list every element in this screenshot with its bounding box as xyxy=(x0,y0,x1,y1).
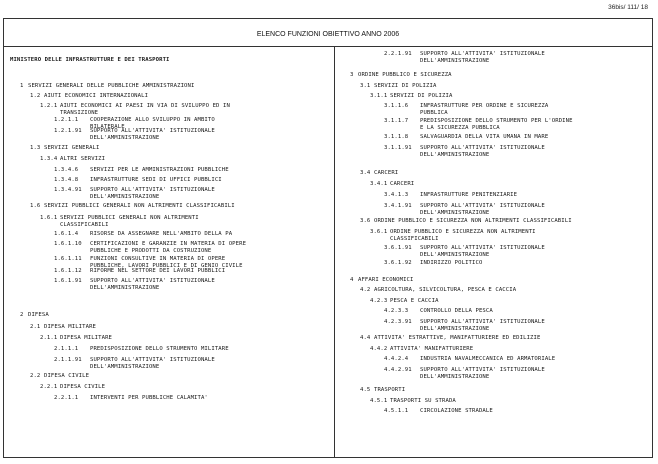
description-line: SUPPORTO ALL'ATTIVITA' ISTITUZIONALE xyxy=(90,278,215,284)
description-line: AIUTI ECONOMICI AI PAESI IN VIA DI SVILUPPO ED IN xyxy=(60,103,230,109)
function-code: 2.2.1 xyxy=(40,384,58,390)
left-entry xyxy=(54,357,215,370)
left-entry xyxy=(54,231,232,238)
ministry-heading: MINISTERO DELLE INFRASTRUTTURE E DEI TRASPORTI xyxy=(10,57,170,63)
right-entry xyxy=(360,287,516,294)
function-description xyxy=(420,192,517,199)
description-line: SUPPORTO ALL'ATTIVITA' ISTITUZIONALE xyxy=(90,187,215,193)
function-description xyxy=(60,103,230,116)
left-entry xyxy=(54,167,229,174)
description-line: BILATERALE xyxy=(90,123,125,130)
description-line: INFRASTRUTTURE PENITENZIARIE xyxy=(420,192,518,198)
function-description xyxy=(420,245,545,258)
description-line: PREDISPOSIZIONE DELLO STRUMENTO MILITARE xyxy=(90,346,229,352)
function-description xyxy=(90,241,246,254)
function-description xyxy=(90,231,232,238)
function-code: 3.1.1 xyxy=(370,93,388,99)
right-entry xyxy=(384,103,548,116)
description-line: DELL'AMMINISTRAZIONE xyxy=(420,209,490,216)
function-description xyxy=(60,335,112,342)
description-line: CIRCOLAZIONE STRADALE xyxy=(420,408,493,414)
function-description xyxy=(90,177,222,184)
function-code: 1.6.1.10 xyxy=(54,241,82,247)
description-line: SALVAGUARDIA DELLA VITA UMANA IN MARE xyxy=(420,134,549,140)
function-code: 3.1.1.6 xyxy=(384,103,409,109)
description-line: INFRASTRUTTURE PER ORDINE E SICUREZZA xyxy=(420,103,549,109)
description-line: TRANSIZIONE xyxy=(60,109,99,116)
right-entry xyxy=(384,319,545,332)
function-code: 3.6.1.92 xyxy=(384,260,412,266)
description-line: PREDISPOSIZIONE DELLO STRUMENTO PER L'ORDINE xyxy=(420,118,573,124)
function-description xyxy=(374,170,398,177)
function-code: 2.1.1 xyxy=(40,335,58,341)
function-code: 4.2.3.3 xyxy=(384,308,409,314)
function-code: 2.2 xyxy=(30,373,41,379)
page-reference: 36bis/ 111/ 18 xyxy=(608,4,648,11)
description-line: SERVIZI DI POLIZIA xyxy=(390,93,453,99)
description-line: INDUSTRIA NAVALMECCANICA ED ARMATORIALE xyxy=(420,356,556,362)
function-description xyxy=(358,72,452,79)
left-entry xyxy=(54,241,246,254)
function-description xyxy=(390,181,414,188)
function-code: 2 xyxy=(20,312,24,318)
description-line: SUPPORTO ALL'ATTIVITA' ISTITUZIONALE xyxy=(420,319,545,325)
function-description xyxy=(390,398,456,405)
function-description xyxy=(44,93,148,100)
description-line: PUBBLICHE E PRODOTTI DA COSTRUZIONE xyxy=(90,247,212,254)
function-description xyxy=(60,384,105,391)
right-entry xyxy=(384,118,573,131)
right-entry xyxy=(350,72,452,79)
function-description xyxy=(90,187,215,200)
function-description xyxy=(390,298,439,305)
function-code: 4.5.1.1 xyxy=(384,408,409,414)
description-line: CERTIFICAZIONI E GARANZIE IN MATERIA DI OPERE xyxy=(90,241,247,247)
description-line: DELL'AMMINISTRAZIONE xyxy=(420,325,490,332)
right-entry xyxy=(350,277,413,284)
function-code: 3.4 xyxy=(360,170,371,176)
description-line: DELL'AMMINISTRAZIONE xyxy=(90,193,160,200)
left-entry xyxy=(54,187,215,200)
left-entry xyxy=(30,145,99,152)
left-entry xyxy=(40,103,230,116)
right-entry xyxy=(370,346,473,353)
description-line: RIFORME NEL SETTORE DEI LAVORI PUBBLICI xyxy=(90,268,226,274)
function-code: 1.6.1 xyxy=(40,215,58,221)
description-line: ORDINE PUBBLICO E SICUREZZA NON ALTRIMENTI xyxy=(390,229,536,235)
function-description xyxy=(374,335,540,342)
function-description xyxy=(390,93,452,100)
description-line: CARCERI xyxy=(374,170,399,176)
description-line: SERVIZI PUBBLICI GENERALI NON ALTRIMENTI xyxy=(60,215,199,221)
right-entry xyxy=(384,260,482,267)
function-code: 2.1.1.91 xyxy=(54,357,82,363)
function-description xyxy=(358,277,413,284)
left-entry xyxy=(54,128,215,141)
function-description xyxy=(390,229,536,242)
description-line: AIUTI ECONOMICI INTERNAZIONALI xyxy=(44,93,149,99)
description-line: SERVIZI PUBBLICI GENERALI NON ALTRIMENTI CLASSIFICABILI xyxy=(44,203,235,209)
description-line: CARCERI xyxy=(390,181,415,187)
right-entry xyxy=(360,387,405,394)
function-code: 1.3.4.8 xyxy=(54,177,79,183)
function-description xyxy=(90,357,215,370)
function-code: 1.6.1.4 xyxy=(54,231,79,237)
description-line: FUNZIONI CONSULTIVE IN MATERIA DI OPERE xyxy=(90,256,226,262)
function-description xyxy=(390,346,473,353)
description-line: RISORSE DA ASSEGNARE NELL'AMBITO DELLA PA xyxy=(90,231,233,237)
function-description xyxy=(44,373,89,380)
document-frame xyxy=(3,18,653,458)
description-line: E LA SICUREZZA PUBBLICA xyxy=(420,124,500,131)
right-entry xyxy=(384,51,545,64)
right-entry xyxy=(384,134,548,141)
left-entry xyxy=(30,203,235,210)
right-entry xyxy=(384,245,545,258)
function-description xyxy=(60,215,199,228)
description-line: AFFARI ECONOMICI xyxy=(358,277,414,283)
right-entry xyxy=(384,203,545,216)
description-line: SUPPORTO ALL'ATTIVITA' ISTITUZIONALE xyxy=(420,367,545,373)
function-code: 2.1 xyxy=(30,324,41,330)
function-code: 1.3.4.91 xyxy=(54,187,82,193)
function-description xyxy=(374,387,405,394)
function-description xyxy=(44,145,99,152)
left-entry xyxy=(54,177,222,184)
description-line: ORDINE PUBBLICO E SICUREZZA xyxy=(358,72,452,78)
function-description xyxy=(28,83,194,90)
description-line: CLASSIFICABILI xyxy=(390,235,439,242)
function-code: 4 xyxy=(350,277,354,283)
description-line: SUPPORTO ALL'ATTIVITA' ISTITUZIONALE xyxy=(90,357,215,363)
function-description xyxy=(374,287,516,294)
function-code: 4.5.1 xyxy=(370,398,388,404)
function-code: 3.1.1.7 xyxy=(384,118,409,124)
description-line: DELL'AMMINISTRAZIONE xyxy=(90,134,160,141)
description-line: ATTIVITA' ESTRATTIVE, MANIFATTURIERE ED EDILIZIE xyxy=(374,335,541,341)
right-entry xyxy=(370,298,439,305)
function-description xyxy=(420,319,545,332)
function-description xyxy=(420,118,573,131)
left-entry xyxy=(40,384,105,391)
function-code: 4.4.2 xyxy=(370,346,388,352)
right-entry xyxy=(360,83,436,90)
left-entry xyxy=(30,93,148,100)
description-line: CLASSIFICABILI xyxy=(60,221,109,228)
function-description xyxy=(90,346,229,353)
column-divider xyxy=(334,46,335,457)
function-code: 4.2.3.91 xyxy=(384,319,412,325)
right-entry xyxy=(360,170,398,177)
function-code: 4.4.2.91 xyxy=(384,367,412,373)
right-entry xyxy=(370,229,536,242)
description-line: DELL'AMMINISTRAZIONE xyxy=(420,373,490,380)
title-divider xyxy=(4,46,652,47)
right-entry xyxy=(384,308,493,315)
description-line: DIFESA MILITARE xyxy=(44,324,97,330)
description-line: DELL'AMMINISTRAZIONE xyxy=(420,251,490,258)
function-description xyxy=(420,134,548,141)
function-description xyxy=(420,51,545,64)
function-description xyxy=(374,218,572,225)
function-code: 1.6 xyxy=(30,203,41,209)
left-entry xyxy=(30,373,89,380)
function-description xyxy=(420,103,548,116)
description-line: ALTRI SERVIZI xyxy=(60,156,106,162)
right-entry xyxy=(370,181,414,188)
description-line: DELL'AMMINISTRAZIONE xyxy=(90,284,160,291)
document-title: ELENCO FUNZIONI OBIETTIVO ANNO 2006 xyxy=(256,31,400,38)
description-line: SERVIZI GENERALI xyxy=(44,145,100,151)
left-entry xyxy=(40,215,199,228)
description-line: DIFESA xyxy=(28,312,49,318)
left-entry xyxy=(30,324,96,331)
left-entry xyxy=(20,83,194,90)
description-line: SUPPORTO ALL'ATTIVITA' ISTITUZIONALE xyxy=(420,145,545,151)
right-entry xyxy=(384,408,493,415)
description-line: SUPPORTO ALL'ATTIVITA' ISTITUZIONALE xyxy=(420,51,545,57)
right-entry xyxy=(370,398,456,405)
description-line: SERVIZI DI POLIZIA xyxy=(374,83,437,89)
function-description xyxy=(420,260,482,267)
description-line: DELL'AMMINISTRAZIONE xyxy=(90,363,160,370)
function-code: 1 xyxy=(20,83,24,89)
left-entry xyxy=(54,268,225,275)
description-line: DELL'AMMINISTRAZIONE xyxy=(420,57,490,64)
function-code: 1.3.4 xyxy=(40,156,58,162)
function-description xyxy=(28,312,49,319)
description-line: INDIRIZZO POLITICO xyxy=(420,260,483,266)
right-entry xyxy=(384,367,545,380)
function-description xyxy=(420,308,493,315)
function-description xyxy=(44,324,96,331)
function-code: 3 xyxy=(350,72,354,78)
function-code: 1.6.1.12 xyxy=(54,268,82,274)
function-code: 4.4.2.4 xyxy=(384,356,409,362)
function-description xyxy=(90,268,225,275)
function-code: 3.1 xyxy=(360,83,371,89)
function-description xyxy=(420,145,545,158)
right-entry xyxy=(370,93,452,100)
left-entry xyxy=(40,156,105,163)
description-line: TRASPORTI xyxy=(374,387,406,393)
function-description xyxy=(420,367,545,380)
description-line: SUPPORTO ALL'ATTIVITA' ISTITUZIONALE xyxy=(420,245,545,251)
right-entry xyxy=(360,218,572,225)
function-code: 3.4.1 xyxy=(370,181,388,187)
description-line: DIFESA CIVILE xyxy=(44,373,90,379)
left-entry xyxy=(54,278,215,291)
function-code: 3.6.1.91 xyxy=(384,245,412,251)
right-entry xyxy=(384,356,555,363)
description-line: TRASPORTI SU STRADA xyxy=(390,398,456,404)
description-line: SERVIZI PER LE AMMINISTRAZIONI PUBBLICHE xyxy=(90,167,229,173)
function-code: 3.6 xyxy=(360,218,371,224)
function-description xyxy=(90,167,229,174)
function-description xyxy=(374,83,436,90)
description-line: DIFESA CIVILE xyxy=(60,384,106,390)
function-code: 1.6.1.11 xyxy=(54,256,82,262)
function-description xyxy=(90,278,215,291)
function-code: 3.4.1.91 xyxy=(384,203,412,209)
function-description xyxy=(420,356,555,363)
left-entry xyxy=(54,346,229,353)
function-code: 1.2 xyxy=(30,93,41,99)
description-line: PUBBLICA xyxy=(420,109,448,116)
function-description xyxy=(90,128,215,141)
description-line: PUBBLICHE, LAVORI PUBBLICI E DI GENIO CIVILE xyxy=(90,262,243,269)
left-entry xyxy=(54,395,208,402)
left-entry xyxy=(20,312,49,319)
function-description xyxy=(60,156,105,163)
function-code: 3.4.1.3 xyxy=(384,192,409,198)
left-entry xyxy=(40,335,112,342)
function-code: 3.1.1.91 xyxy=(384,145,412,151)
function-description xyxy=(90,395,208,402)
function-code: 2.2.1.1 xyxy=(54,395,79,401)
description-line: SERVIZI GENERALI DELLE PUBBLICHE AMMINISTRAZIONI xyxy=(28,83,195,89)
right-entry xyxy=(360,335,540,342)
description-line: DELL'AMMINISTRAZIONE xyxy=(420,151,490,158)
function-description xyxy=(44,203,235,210)
description-line: INTERVENTI PER PUBBLICHE CALAMITA' xyxy=(90,395,208,401)
function-code: 4.4 xyxy=(360,335,371,341)
function-code: 1.3 xyxy=(30,145,41,151)
function-code: 4.2.3 xyxy=(370,298,388,304)
function-code: 2.2.1.91 xyxy=(384,51,412,57)
function-code: 1.2.1.91 xyxy=(54,128,82,134)
function-description xyxy=(420,408,493,415)
description-line: ORDINE PUBBLICO E SICUREZZA NON ALTRIMENTI CLASSIFICABILI xyxy=(374,218,572,224)
function-code: 2.1.1.1 xyxy=(54,346,79,352)
function-code: 3.1.1.8 xyxy=(384,134,409,140)
function-code: 1.6.1.91 xyxy=(54,278,82,284)
right-entry xyxy=(384,192,517,199)
function-code: 1.2.1.1 xyxy=(54,117,79,123)
function-code: 3.6.1 xyxy=(370,229,388,235)
description-line: DIFESA MILITARE xyxy=(60,335,113,341)
right-entry xyxy=(384,145,545,158)
description-line: CONTROLLO DELLA PESCA xyxy=(420,308,493,314)
function-code: 1.2.1 xyxy=(40,103,58,109)
description-line: AGRICOLTURA, SILVICOLTURA, PESCA E CACCIA xyxy=(374,287,517,293)
description-line: ATTIVITA' MANIFATTURIERE xyxy=(390,346,474,352)
description-line: PESCA E CACCIA xyxy=(390,298,439,304)
description-line: SUPPORTO ALL'ATTIVITA' ISTITUZIONALE xyxy=(420,203,545,209)
description-line: INFRASTRUTTURE SEDI DI UFFICI PUBBLICI xyxy=(90,177,222,183)
description-line: COOPERAZIONE ALLO SVILUPPO IN AMBITO xyxy=(90,117,215,123)
function-code: 4.5 xyxy=(360,387,371,393)
function-description xyxy=(420,203,545,216)
function-code: 1.3.4.6 xyxy=(54,167,79,173)
function-code: 4.2 xyxy=(360,287,371,293)
description-line: SUPPORTO ALL'ATTIVITA' ISTITUZIONALE xyxy=(90,128,215,134)
